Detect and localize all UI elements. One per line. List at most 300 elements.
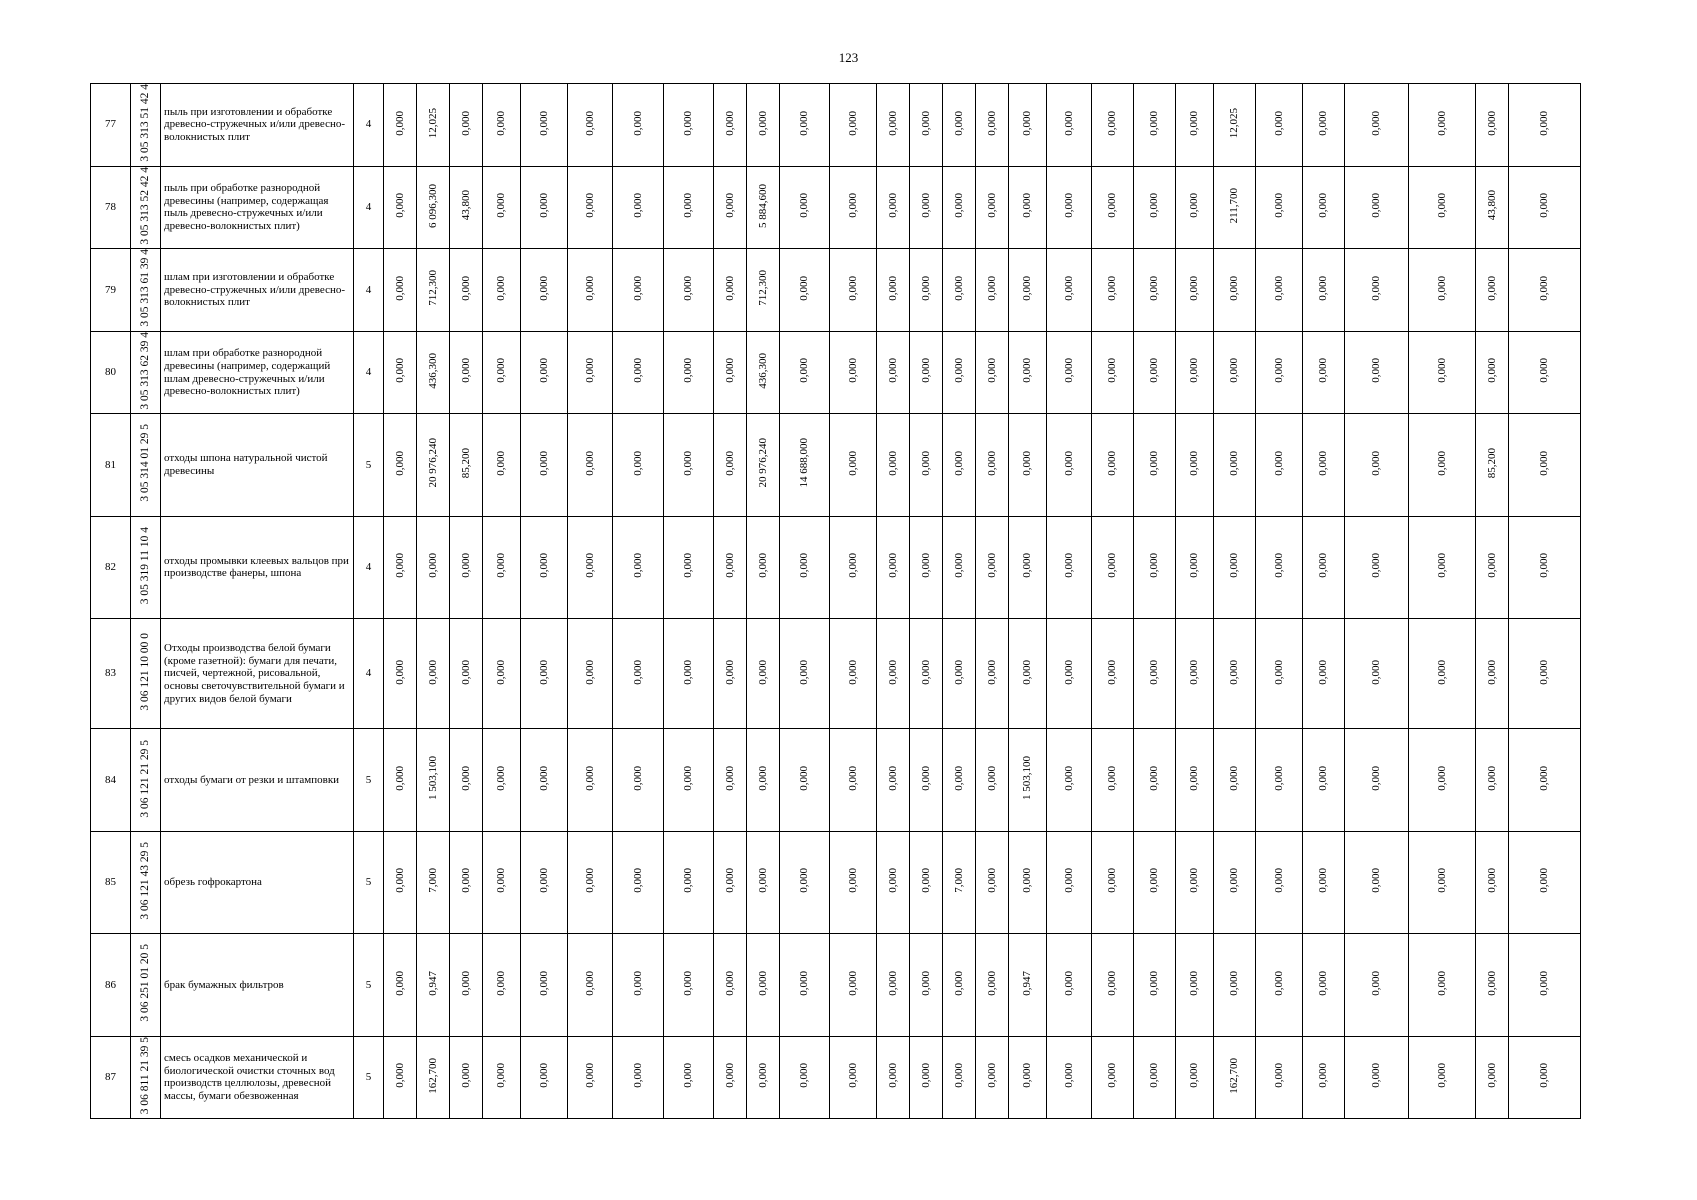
value: 0,000	[723, 970, 736, 996]
value-cell	[1134, 729, 1176, 831]
value: 0,000	[886, 450, 899, 476]
value: 0,000	[495, 450, 507, 476]
value-cell	[1409, 516, 1476, 618]
value: 85,200	[459, 448, 472, 479]
value-cell	[521, 414, 568, 516]
value: 0,000	[459, 970, 472, 996]
value-cell	[521, 934, 568, 1036]
value: 0,000	[682, 1063, 694, 1088]
value-cell	[613, 1036, 664, 1118]
value-cell	[1303, 414, 1345, 516]
value-cell	[568, 166, 613, 249]
value: 0,000	[1062, 193, 1075, 218]
value: 0,000	[985, 659, 998, 685]
value: 0,000	[756, 1063, 769, 1088]
value: 0,000	[1062, 275, 1075, 301]
value: 0,000	[1538, 970, 1550, 996]
value: 0,000	[1148, 970, 1160, 996]
value-cell	[780, 414, 830, 516]
value-cell	[780, 166, 830, 249]
value: 0,000	[1485, 1063, 1498, 1088]
value-cell	[747, 84, 780, 167]
value-cell	[976, 166, 1009, 249]
hazard-class-cell	[354, 249, 384, 332]
value: 0,000	[495, 275, 507, 301]
value-cell	[1009, 516, 1047, 618]
value: 0,000	[631, 765, 644, 791]
value-cell	[976, 516, 1009, 618]
value: 0,000	[798, 110, 810, 136]
value-cell	[877, 729, 910, 831]
value: 0,000	[393, 765, 406, 791]
value-cell	[483, 1036, 521, 1118]
value: 0,000	[1435, 275, 1448, 301]
value: 0,000	[798, 358, 810, 384]
value: 43,800	[459, 190, 472, 221]
value: 0,000	[1370, 358, 1382, 384]
value: 0,000	[798, 970, 810, 996]
waste-name: шлам при обработке разнородной древесины (например, содержащий шлам древесно-стружечных и/или древесно-волокнистых плит)	[164, 347, 331, 398]
value-cell	[664, 934, 714, 1036]
value: 0,000	[1317, 970, 1329, 996]
value: 0,000	[583, 553, 596, 578]
value: 0,000	[583, 110, 596, 136]
value: 0,000	[1228, 970, 1240, 996]
value-cell	[450, 249, 483, 332]
value: 0,000	[1370, 553, 1382, 578]
value: 0,000	[919, 358, 932, 384]
value: 0,000	[537, 358, 550, 384]
value: 0,000	[723, 450, 736, 476]
value-cell	[1092, 831, 1134, 933]
value-cell	[1134, 1036, 1176, 1118]
value: 0,000	[846, 193, 859, 218]
value: 0,000	[1188, 868, 1200, 894]
value: 0,000	[985, 1063, 998, 1088]
value: 162,700	[426, 1057, 439, 1094]
value-cell	[910, 84, 943, 167]
value: 0,000	[1228, 450, 1240, 476]
value-cell	[714, 934, 747, 1036]
waste-name-cell	[161, 1036, 354, 1118]
value: 0,000	[886, 659, 899, 685]
value-cell	[1214, 831, 1256, 933]
value-cell	[1176, 831, 1214, 933]
value: 0,000	[985, 110, 998, 136]
value-cell	[1345, 249, 1409, 332]
value: 0,000	[537, 765, 550, 791]
value-cell	[943, 1036, 976, 1118]
value-cell	[613, 516, 664, 618]
value: 0,000	[1148, 553, 1160, 578]
value-cell	[450, 619, 483, 729]
value-cell	[1176, 166, 1214, 249]
value: 0,000	[723, 1063, 736, 1088]
value: 0,000	[985, 868, 998, 894]
value: 0,000	[1021, 450, 1033, 476]
value: 0,000	[1148, 358, 1160, 384]
value: 0,000	[459, 275, 472, 301]
value-cell	[1256, 166, 1303, 249]
value-cell	[1009, 84, 1047, 167]
value: 0,000	[1021, 868, 1033, 894]
value: 0,000	[1272, 553, 1285, 578]
value: 0,000	[393, 868, 406, 894]
value-cell	[747, 414, 780, 516]
value: 0,000	[723, 553, 736, 578]
value-cell	[568, 84, 613, 167]
value-cell	[714, 729, 747, 831]
value: 0,000	[1228, 868, 1240, 894]
value-cell	[1476, 84, 1509, 167]
hazard-class: 4	[365, 561, 372, 574]
value: 6 096,300	[426, 183, 439, 228]
value: 7,000	[952, 868, 965, 894]
value: 0,000	[985, 450, 998, 476]
value-cell	[1509, 934, 1581, 1036]
fkko-code-cell	[131, 414, 161, 516]
value: 0,000	[1106, 110, 1118, 136]
value: 0,000	[1062, 765, 1075, 791]
value: 0,000	[1370, 1063, 1382, 1088]
value: 0,000	[952, 765, 965, 791]
value-cell	[1214, 249, 1256, 332]
waste-name: Отходы производства белой бумаги (кроме газетной): бумаги для печати, писчей, чертежной, рисовальной, основы светочувствительной бумаги и других видов белой бумаги	[164, 642, 345, 705]
row-number: 81	[105, 458, 116, 471]
value: 0,000	[393, 659, 406, 685]
value: 0,000	[1317, 659, 1329, 685]
row-number-cell	[91, 516, 131, 618]
value-cell	[664, 619, 714, 729]
value-cell	[568, 1036, 613, 1118]
value: 0,000	[537, 450, 550, 476]
hazard-class: 5	[365, 1070, 372, 1083]
value: 0,000	[886, 765, 899, 791]
value: 0,000	[426, 553, 439, 578]
fkko-code: 3 05 313 51 42 4	[138, 84, 151, 162]
value: 0,000	[886, 358, 899, 384]
row-number: 87	[105, 1070, 116, 1083]
row-number-cell	[91, 249, 131, 332]
value: 0,000	[1188, 110, 1200, 136]
value-cell	[1303, 84, 1345, 167]
fkko-code-cell	[131, 619, 161, 729]
value-cell	[830, 84, 877, 167]
value: 0,000	[846, 553, 859, 578]
value-cell	[568, 516, 613, 618]
row-number: 83	[105, 667, 116, 680]
value-cell	[1256, 331, 1303, 414]
value-cell	[910, 414, 943, 516]
value: 0,000	[952, 553, 965, 578]
table-row	[91, 166, 1581, 249]
value-cell	[1476, 1036, 1509, 1118]
value: 0,000	[631, 358, 644, 384]
value: 0,000	[583, 358, 596, 384]
value-cell	[1256, 516, 1303, 618]
value-cell	[483, 249, 521, 332]
value-cell	[1092, 84, 1134, 167]
value-cell	[877, 414, 910, 516]
value-cell	[384, 1036, 417, 1118]
value-cell	[1303, 166, 1345, 249]
value-cell	[613, 331, 664, 414]
value-cell	[1345, 84, 1409, 167]
value-cell	[1176, 729, 1214, 831]
value-cell	[521, 84, 568, 167]
value-cell	[1009, 166, 1047, 249]
value: 0,000	[537, 659, 550, 685]
value-cell	[830, 1036, 877, 1118]
row-number-cell	[91, 831, 131, 933]
value-cell	[568, 729, 613, 831]
value-cell	[1509, 1036, 1581, 1118]
value-cell	[943, 249, 976, 332]
value-cell	[417, 331, 450, 414]
value-cell	[521, 516, 568, 618]
value: 0,000	[756, 868, 769, 894]
value: 0,000	[798, 659, 810, 685]
value: 0,000	[631, 110, 644, 136]
value-cell	[1092, 729, 1134, 831]
waste-name-cell	[161, 619, 354, 729]
value: 0,000	[1485, 868, 1498, 894]
value: 12,025	[1228, 107, 1240, 139]
value: 0,000	[1272, 970, 1285, 996]
value-cell	[1176, 249, 1214, 332]
value-cell	[1256, 934, 1303, 1036]
value-cell	[877, 831, 910, 933]
waste-name: отходы промывки клеевых вальцов при производстве фанеры, шпона	[164, 554, 349, 580]
value: 0,000	[919, 110, 932, 136]
value-cell	[943, 331, 976, 414]
value: 0,000	[1272, 275, 1285, 301]
value: 0,000	[583, 193, 596, 218]
value-cell	[910, 1036, 943, 1118]
value-cell	[1256, 249, 1303, 332]
value: 0,000	[985, 553, 998, 578]
value: 0,000	[459, 110, 472, 136]
value: 0,000	[1062, 970, 1075, 996]
value-cell	[1509, 331, 1581, 414]
value: 0,000	[1148, 765, 1160, 791]
value-cell	[877, 934, 910, 1036]
value-cell	[747, 1036, 780, 1118]
value: 0,000	[1435, 1063, 1448, 1088]
table-row	[91, 619, 1581, 729]
value: 0,000	[393, 450, 406, 476]
value-cell	[976, 729, 1009, 831]
value-cell	[976, 414, 1009, 516]
value: 0,000	[1188, 553, 1200, 578]
waste-name: отходы бумаги от резки и штамповки	[164, 773, 340, 786]
value-cell	[714, 831, 747, 933]
value-cell	[943, 516, 976, 618]
value-cell	[1509, 516, 1581, 618]
value-cell	[830, 729, 877, 831]
waste-name: смесь осадков механической и биологической очистки сточных вод производств целлюлозы, древесной массы, бумаги обезвоженная	[164, 1052, 335, 1102]
value: 0,000	[1062, 358, 1075, 384]
value-cell	[483, 331, 521, 414]
value-cell	[830, 831, 877, 933]
fkko-code: 3 05 319 11 10 4	[138, 526, 151, 605]
value-cell	[1509, 84, 1581, 167]
value: 0,000	[1485, 765, 1498, 791]
value: 0,000	[537, 1063, 550, 1088]
value-cell	[1009, 1036, 1047, 1118]
value: 0,000	[1435, 193, 1448, 218]
row-number: 80	[105, 366, 116, 379]
value-cell	[747, 619, 780, 729]
value: 0,000	[952, 1063, 965, 1088]
value-cell	[1476, 934, 1509, 1036]
value-cell	[1047, 619, 1092, 729]
value-cell	[877, 331, 910, 414]
value-cell	[943, 619, 976, 729]
value-cell	[1509, 166, 1581, 249]
value-cell	[1047, 414, 1092, 516]
value: 0,000	[1272, 358, 1285, 384]
value-cell	[450, 831, 483, 933]
value-cell	[1092, 331, 1134, 414]
value: 0,000	[985, 193, 998, 218]
value-cell	[1509, 249, 1581, 332]
table-row	[91, 249, 1581, 332]
value: 0,000	[1148, 868, 1160, 894]
fkko-code-cell	[131, 831, 161, 933]
value: 0,000	[919, 1063, 932, 1088]
value-cell	[613, 84, 664, 167]
value-cell	[417, 516, 450, 618]
value: 0,000	[459, 765, 472, 791]
value-cell	[1047, 166, 1092, 249]
value-cell	[1009, 249, 1047, 332]
value: 1 503,100	[1021, 756, 1033, 801]
value: 0,000	[1485, 110, 1498, 136]
fkko-code-cell	[131, 729, 161, 831]
value-cell	[1345, 619, 1409, 729]
value: 0,000	[495, 553, 507, 578]
value: 0,000	[426, 659, 439, 685]
value-cell	[568, 331, 613, 414]
value-cell	[1214, 1036, 1256, 1118]
value: 0,000	[1370, 970, 1382, 996]
value: 0,000	[846, 659, 859, 685]
value: 0,000	[393, 275, 406, 301]
value-cell	[417, 249, 450, 332]
value-cell	[1409, 619, 1476, 729]
value-cell	[664, 414, 714, 516]
row-number: 86	[105, 978, 116, 991]
value-cell	[1409, 331, 1476, 414]
value: 0,000	[886, 868, 899, 894]
value-cell	[780, 831, 830, 933]
waste-name: отходы шпона натуральной чистой древесины	[164, 452, 328, 477]
value-cell	[877, 84, 910, 167]
value: 0,000	[919, 970, 932, 996]
value: 12,025	[426, 107, 439, 139]
value: 0,000	[682, 765, 694, 791]
value-cell	[1134, 84, 1176, 167]
hazard-class: 4	[365, 283, 372, 296]
value-cell	[976, 934, 1009, 1036]
value: 0,000	[798, 765, 810, 791]
value-cell	[830, 249, 877, 332]
value: 0,000	[919, 868, 932, 894]
waste-data-table	[90, 83, 1581, 1119]
waste-name-cell	[161, 414, 354, 516]
value-cell	[1176, 84, 1214, 167]
value: 0,000	[631, 659, 644, 685]
value: 0,000	[682, 553, 694, 578]
value: 0,000	[1435, 970, 1448, 996]
value-cell	[1047, 331, 1092, 414]
row-number: 77	[105, 118, 116, 131]
value: 0,000	[952, 193, 965, 218]
value-cell	[613, 166, 664, 249]
value: 0,000	[1272, 110, 1285, 136]
value-cell	[1176, 619, 1214, 729]
value: 0,000	[1106, 659, 1118, 685]
value: 0,000	[1370, 193, 1382, 218]
table-row	[91, 84, 1581, 167]
value-cell	[1009, 414, 1047, 516]
value: 0,000	[1106, 193, 1118, 218]
value-cell	[450, 331, 483, 414]
row-number: 84	[105, 773, 116, 786]
value-cell	[1345, 729, 1409, 831]
value: 0,000	[1272, 193, 1285, 218]
table-row	[91, 831, 1581, 933]
value: 0,000	[1485, 553, 1498, 578]
value-cell	[1256, 831, 1303, 933]
value-cell	[1303, 934, 1345, 1036]
hazard-class: 5	[365, 458, 372, 471]
value: 0,000	[1435, 450, 1448, 476]
value-cell	[1134, 249, 1176, 332]
value: 0,000	[1062, 1063, 1075, 1088]
value-cell	[613, 831, 664, 933]
row-number: 85	[105, 876, 116, 889]
value: 0,000	[459, 1063, 472, 1088]
value: 0,000	[952, 970, 965, 996]
value: 0,000	[537, 275, 550, 301]
value-cell	[384, 84, 417, 167]
waste-name-cell	[161, 516, 354, 618]
value: 0,000	[393, 110, 406, 136]
hazard-class: 4	[365, 366, 372, 379]
value: 0,000	[1485, 659, 1498, 685]
value-cell	[483, 831, 521, 933]
value: 0,000	[631, 970, 644, 996]
value-cell	[976, 331, 1009, 414]
value: 0,000	[723, 275, 736, 301]
value-cell	[877, 166, 910, 249]
value-cell	[1303, 249, 1345, 332]
hazard-class-cell	[354, 166, 384, 249]
value-cell	[943, 84, 976, 167]
value: 0,000	[1228, 275, 1240, 301]
value-cell	[1092, 166, 1134, 249]
value: 0,000	[1062, 659, 1075, 685]
value: 0,000	[1148, 275, 1160, 301]
waste-name-cell	[161, 831, 354, 933]
value-cell	[664, 831, 714, 933]
value-cell	[943, 934, 976, 1036]
value-cell	[613, 414, 664, 516]
value: 0,000	[1317, 193, 1329, 218]
value-cell	[450, 1036, 483, 1118]
